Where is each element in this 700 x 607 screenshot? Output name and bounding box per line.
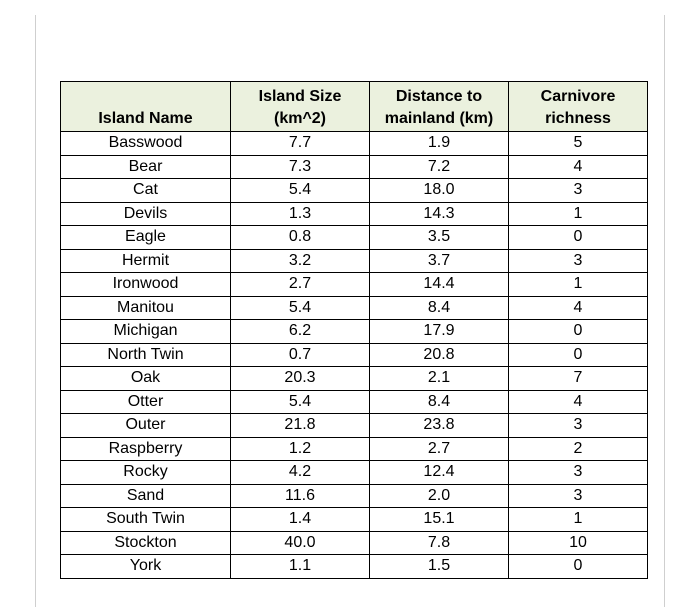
cell-distance: 14.3 (370, 202, 509, 226)
cell-island-name: Sand (61, 484, 231, 508)
cell-island-size: 7.3 (231, 155, 370, 179)
cell-carnivore-richness: 10 (509, 531, 648, 555)
cell-distance: 7.8 (370, 531, 509, 555)
cell-island-name: Cat (61, 179, 231, 203)
cell-distance: 23.8 (370, 414, 509, 438)
cell-island-size: 40.0 (231, 531, 370, 555)
table-body (61, 132, 648, 579)
cell-distance: 7.2 (370, 155, 509, 179)
cell-distance: 3.7 (370, 249, 509, 273)
cell-distance: 1.5 (370, 555, 509, 579)
cell-island-size: 1.4 (231, 508, 370, 532)
header-row (61, 82, 648, 132)
cell-carnivore-richness: 5 (509, 132, 648, 156)
table-row (61, 461, 648, 485)
header-island-name (61, 82, 231, 132)
page-edge-right (664, 15, 665, 607)
cell-distance: 20.8 (370, 343, 509, 367)
table-row (61, 273, 648, 297)
cell-island-name: Devils (61, 202, 231, 226)
table-row (61, 555, 648, 579)
cell-carnivore-richness: 3 (509, 249, 648, 273)
table-row (61, 296, 648, 320)
cell-distance: 12.4 (370, 461, 509, 485)
cell-carnivore-richness: 0 (509, 343, 648, 367)
cell-island-name: York (61, 555, 231, 579)
cell-island-name: Ironwood (61, 273, 231, 297)
cell-island-name: Eagle (61, 226, 231, 250)
cell-carnivore-richness: 4 (509, 155, 648, 179)
cell-island-size: 6.2 (231, 320, 370, 344)
cell-carnivore-richness: 1 (509, 508, 648, 532)
table-row (61, 343, 648, 367)
cell-island-name: Manitou (61, 296, 231, 320)
table-row (61, 508, 648, 532)
cell-distance: 2.1 (370, 367, 509, 391)
table-row (61, 367, 648, 391)
cell-island-name: South Twin (61, 508, 231, 532)
cell-carnivore-richness: 0 (509, 226, 648, 250)
table-row (61, 226, 648, 250)
header-line: Carnivore (540, 88, 616, 105)
cell-island-name: Basswood (61, 132, 231, 156)
table-row (61, 414, 648, 438)
cell-island-name: Raspberry (61, 437, 231, 461)
cell-carnivore-richness: 2 (509, 437, 648, 461)
cell-island-size: 1.3 (231, 202, 370, 226)
header-line: richness (545, 110, 611, 127)
cell-distance: 14.4 (370, 273, 509, 297)
cell-island-size: 1.2 (231, 437, 370, 461)
cell-carnivore-richness: 0 (509, 555, 648, 579)
table-row (61, 437, 648, 461)
cell-island-size: 2.7 (231, 273, 370, 297)
header-line: Island Size (258, 88, 342, 105)
header-line: (km^2) (273, 110, 327, 127)
cell-island-name: Outer (61, 414, 231, 438)
cell-island-size: 5.4 (231, 296, 370, 320)
cell-distance: 15.1 (370, 508, 509, 532)
header-carnivore-richness (509, 82, 648, 132)
cell-carnivore-richness: 3 (509, 484, 648, 508)
cell-distance: 2.7 (370, 437, 509, 461)
island-carnivore-table (60, 81, 648, 579)
table-row (61, 484, 648, 508)
cell-carnivore-richness: 4 (509, 390, 648, 414)
table-row (61, 249, 648, 273)
cell-island-name: Hermit (61, 249, 231, 273)
cell-carnivore-richness: 3 (509, 461, 648, 485)
cell-distance: 8.4 (370, 296, 509, 320)
cell-island-name: Michigan (61, 320, 231, 344)
cell-carnivore-richness: 3 (509, 414, 648, 438)
cell-island-size: 7.7 (231, 132, 370, 156)
header-line: Distance to (395, 88, 483, 105)
cell-carnivore-richness: 0 (509, 320, 648, 344)
cell-island-name: Stockton (61, 531, 231, 555)
cell-distance: 8.4 (370, 390, 509, 414)
cell-island-size: 3.2 (231, 249, 370, 273)
cell-island-size: 11.6 (231, 484, 370, 508)
cell-island-name: Oak (61, 367, 231, 391)
cell-carnivore-richness: 1 (509, 202, 648, 226)
cell-distance: 18.0 (370, 179, 509, 203)
cell-carnivore-richness: 3 (509, 179, 648, 203)
header-island-size (231, 82, 370, 132)
table-row (61, 390, 648, 414)
cell-distance: 1.9 (370, 132, 509, 156)
cell-island-size: 0.8 (231, 226, 370, 250)
cell-island-name: Bear (61, 155, 231, 179)
table-row (61, 531, 648, 555)
cell-island-size: 20.3 (231, 367, 370, 391)
header-distance-to-mainland (370, 82, 509, 132)
cell-carnivore-richness: 1 (509, 273, 648, 297)
table-row (61, 132, 648, 156)
table-row (61, 320, 648, 344)
cell-island-name: North Twin (61, 343, 231, 367)
cell-island-size: 4.2 (231, 461, 370, 485)
header-line: Island Name (98, 110, 193, 127)
header-line: mainland (km) (384, 110, 494, 127)
cell-distance: 2.0 (370, 484, 509, 508)
table-row (61, 202, 648, 226)
table-row (61, 179, 648, 203)
cell-carnivore-richness: 7 (509, 367, 648, 391)
cell-island-size: 5.4 (231, 179, 370, 203)
cell-island-size: 5.4 (231, 390, 370, 414)
cell-island-size: 0.7 (231, 343, 370, 367)
table-header (61, 82, 648, 132)
cell-island-name: Rocky (61, 461, 231, 485)
page-edge-left (35, 15, 36, 607)
cell-distance: 17.9 (370, 320, 509, 344)
cell-island-size: 1.1 (231, 555, 370, 579)
cell-carnivore-richness: 4 (509, 296, 648, 320)
cell-island-name: Otter (61, 390, 231, 414)
cell-island-size: 21.8 (231, 414, 370, 438)
table-row (61, 155, 648, 179)
cell-distance: 3.5 (370, 226, 509, 250)
